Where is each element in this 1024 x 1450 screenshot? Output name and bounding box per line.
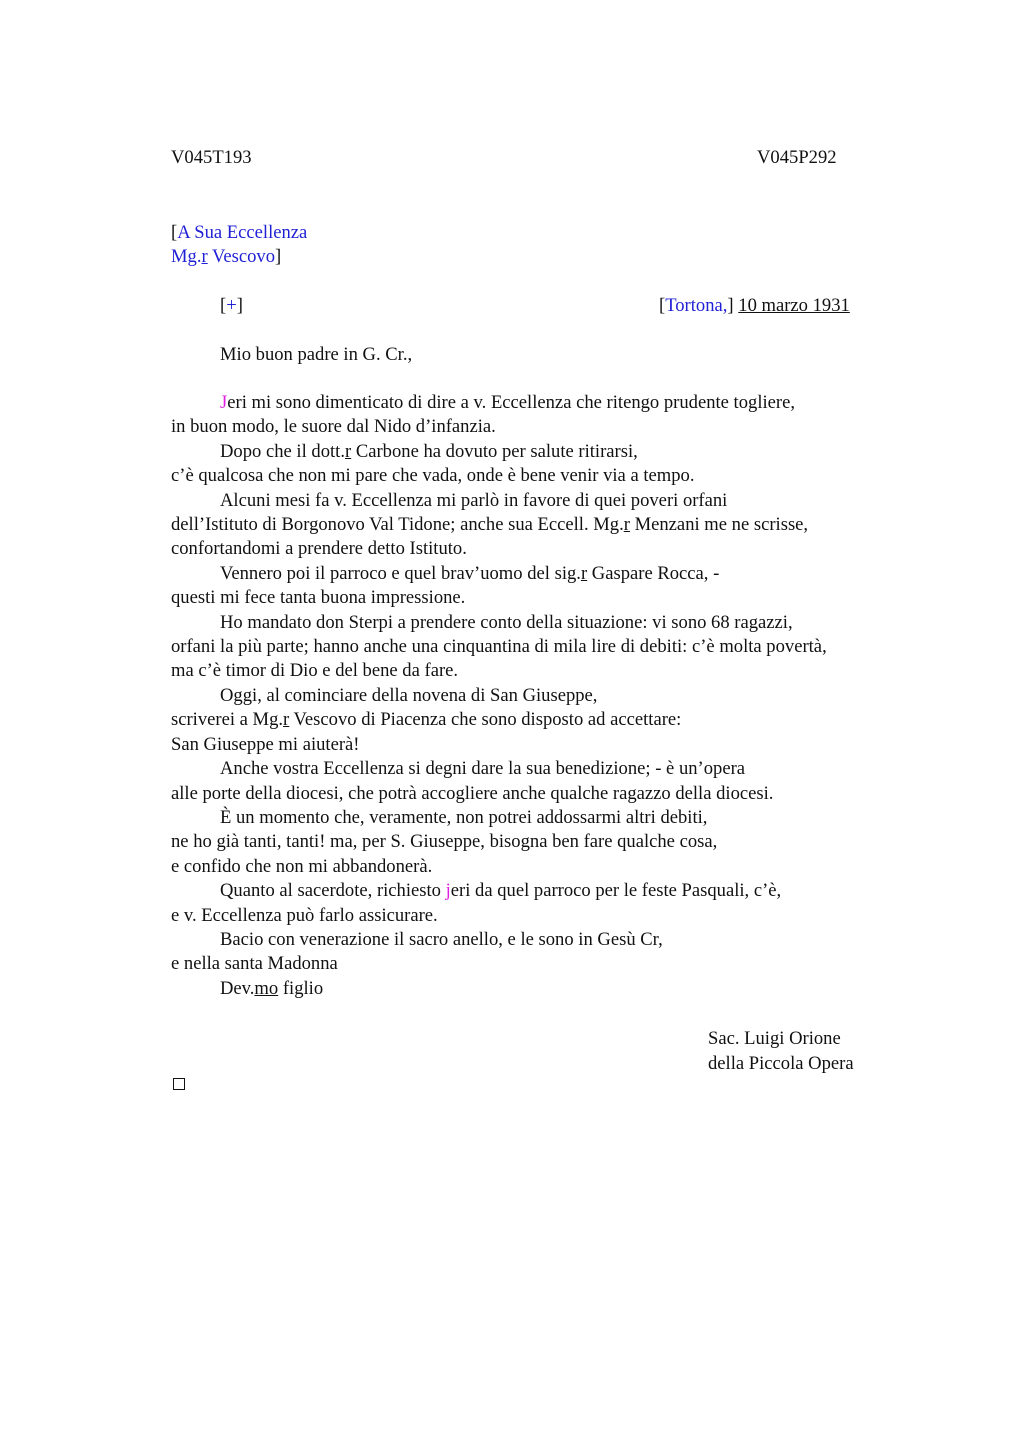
address-line-1: [A Sua Eccellenza bbox=[171, 222, 308, 243]
checkbox[interactable] bbox=[173, 1078, 185, 1090]
header-right-code: V045P292 bbox=[757, 147, 837, 168]
address-line-2: Mg.r Vescovo] bbox=[171, 246, 282, 267]
place: Tortona, bbox=[665, 295, 728, 316]
header-left-code: V045T193 bbox=[171, 147, 252, 168]
paragraph: Quanto al sacerdote, richiesto jeri da quel parroco per le feste Pasquali, c’è, bbox=[220, 880, 782, 902]
closing: Dev.mo figlio bbox=[220, 977, 324, 999]
date-line: [Tortona,] 10 marzo 1931 bbox=[659, 295, 850, 316]
signature-affiliation: della Piccola Opera bbox=[708, 1053, 854, 1074]
paragraph: Ho mandato don Sterpi a prendere conto della situazione: vi sono 68 ragazzi, bbox=[220, 611, 793, 633]
paragraph: Bacio con venerazione il sacro anello, e le sono in Gesù Cr, bbox=[220, 928, 663, 950]
date: 10 marzo 1931 bbox=[738, 295, 850, 316]
paragraph: Vennero poi il parroco e quel brav’uomo del sig.r Gaspare Rocca, - bbox=[220, 562, 720, 584]
cross-mark: [+] bbox=[220, 295, 243, 316]
paragraph: Alcuni mesi fa v. Eccellenza mi parlò in favore di quei poveri orfani bbox=[220, 489, 728, 511]
paragraph: Jeri mi sono dimenticato di dire a v. Eccellenza che ritengo prudente togliere, bbox=[220, 392, 795, 413]
paragraph: Oggi, al cominciare della novena di San Giuseppe, bbox=[220, 684, 598, 706]
paragraph: È un momento che, veramente, non potrei addossarmi altri debiti, bbox=[220, 806, 708, 828]
paragraph: Anche vostra Eccellenza si degni dare la sua benedizione; - è un’opera bbox=[220, 758, 746, 780]
paragraph: Dopo che il dott.r Carbone ha dovuto per salute ritirarsi, bbox=[220, 440, 638, 462]
address-recipient: A Sua Eccellenza bbox=[177, 222, 308, 243]
salutation: Mio buon padre in G. Cr., bbox=[220, 344, 413, 365]
letter-body: Jeri mi sono dimenticato di dire a v. Eccellenza che ritengo prudente togliere, in buon modo, le suore dal Nido d’infanzia. Dopo che il dott.r Carbone ha dovuto per salute ritirarsi, c’è qualcosa che non mi pare che vada, onde è bene venir via a tempo. Alcuni mesi fa v. Eccellenza mi parlò in favore di quei poveri orfani dell’Istituto di Borgonovo Val Tidone; anche sua Eccell. Mg.r Menzani me ne scrisse, confortandomi a prendere detto Istituto. Vennero poi il parroco e quel brav’uomo del sig.r Gaspare Rocca, - questi mi fece tanta buona impressione. Ho mandato don Sterpi a prendere conto della situazione: vi sono 68 ragazzi, orfani la più parte; hanno anche una cinquantina di mila lire di debiti: c’è molta povertà, ma c’è timor di Dio e del bene da fare. Oggi, al cominciare della novena di San Giuseppe, scriverei a Mg.r Vescovo di Piacenza che sono disposto ad accettare: San Giuseppe mi aiuterà! Anche vostra Eccellenza si degni dare la sua benedizione; - è un’opera alle porte della diocesi, che potrà accogliere anche qualche ragazzo della diocesi. È un momento che, veramente, non potrei addossarmi altri debiti, ne ho già tanti, tanti! ma, per S. Giuseppe, bisogna ben fare qualche cosa, e confido che non mi abbandonerà. Quanto al sacerdote, richiesto jeri da quel parroco per le feste Pasquali, c’è, e v. Eccellenza può farlo assicurare. Bacio con venerazione il sacro anello, e le sono in Gesù Cr, e nella santa Madonna Dev.mo figlio bbox=[171, 391, 827, 1001]
signature-name: Sac. Luigi Orione bbox=[708, 1028, 841, 1049]
